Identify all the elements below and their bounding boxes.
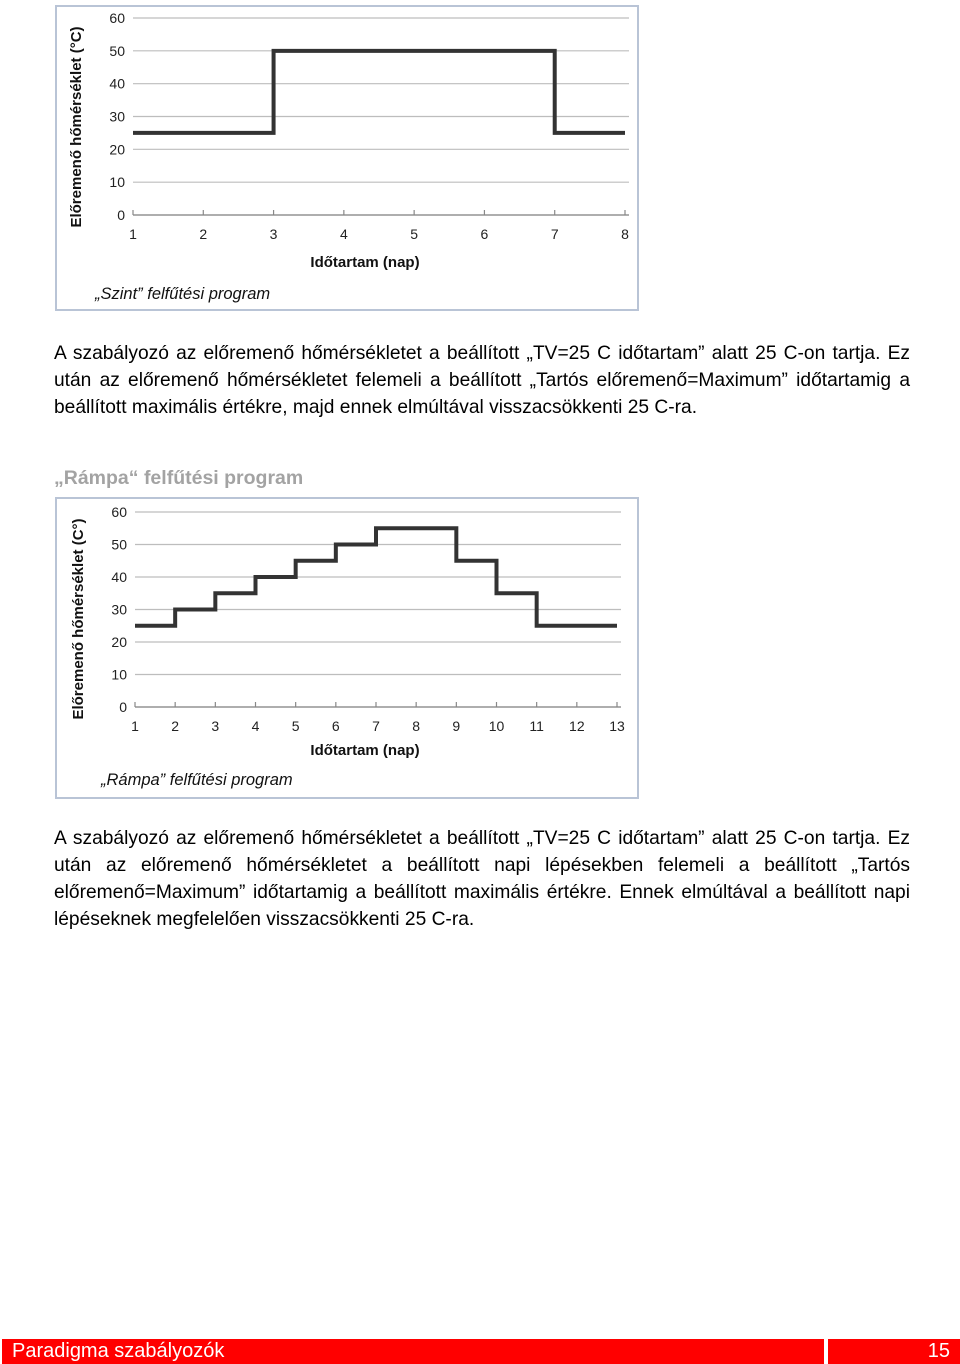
chart2-x-tick-label: 6 <box>331 718 340 734</box>
chart2-y-axis-label: Előremenő hőmérséklet (C°) <box>70 518 87 720</box>
chart1-x-tick-label: 4 <box>339 226 348 242</box>
chart2-x-tick-label: 8 <box>412 718 421 734</box>
chart1-y-tick-label: 50 <box>109 42 125 59</box>
chart1-x-tick-label: 3 <box>269 226 278 242</box>
chart2-y-tick-label: 60 <box>111 504 127 520</box>
chart1-x-tick-label: 5 <box>410 226 419 242</box>
chart2-x-tick-label: 12 <box>569 718 585 734</box>
chart1-x-tick-label: 7 <box>550 226 559 242</box>
footer-title-bar <box>2 1339 824 1364</box>
chart1-y-tick-label: 60 <box>109 10 125 26</box>
chart2-x-tick-label: 11 <box>529 718 544 734</box>
chart1-y-tick-label: 40 <box>109 75 125 92</box>
chart1-y-tick-label: 10 <box>109 174 125 191</box>
chart1-series-line <box>133 51 625 133</box>
rampa-chart-svg <box>57 499 637 797</box>
chart1-x-tick-label: 8 <box>621 226 629 242</box>
chart2-y-tick-label: 10 <box>111 666 127 683</box>
chart1-y-tick-label: 30 <box>109 108 125 125</box>
chart2-x-tick-label: 4 <box>251 718 260 734</box>
rampa-chart <box>55 497 639 799</box>
chart1-x-axis-label: Időtartam (nap) <box>310 254 420 271</box>
chart2-x-axis-label: Időtartam (nap) <box>310 742 420 759</box>
chart2-x-tick-label: 7 <box>372 718 380 734</box>
szint-chart-svg <box>57 7 637 309</box>
chart2-x-tick-label: 13 <box>609 718 625 734</box>
chart2-y-tick-label: 50 <box>111 536 127 553</box>
paragraph-szint-description: A szabályozó az előremenő hőmérsékletet a beállított „TV=25 C időtartam” alatt 25 C-on tartja. Ez után az előremenő hőmérsékletet felemeli a beállított „Tartós előremenő=Maximum” időtartamig a beállított maximális értékre, majd ennek elmúltával visszacsökkenti 25 C-ra. <box>54 343 910 418</box>
chart2-y-tick-label: 0 <box>119 699 127 715</box>
chart2-x-tick-label: 5 <box>291 718 300 734</box>
chart1-y-tick-label: 20 <box>109 141 125 158</box>
chart2-caption: „Rámpa” felfűtési program <box>101 771 293 789</box>
paragraph-rampa-description: A szabályozó az előremenő hőmérsékletet a beállított „TV=25 C időtartam” alatt 25 C-on tartja. Ez után az előremenő hőmérsékletet a beállított napi lépésekben felemeli a beállított „Tartós előremenő=Maximum” időtartamig a beállított maximális értékre. Ennek elmúltával a beállított napi lépéseknek megfelelően visszacsökkenti 25 C-ra. <box>54 828 910 930</box>
chart1-y-tick-label: 0 <box>117 207 125 223</box>
chart1-x-tick-label: 1 <box>129 226 137 242</box>
chart2-x-tick-label: 3 <box>211 718 220 734</box>
chart2-y-tick-label: 30 <box>111 601 127 618</box>
section-heading-rampa: „Rámpa“ felfűtési program <box>54 467 304 489</box>
page-number: 15 <box>927 1340 950 1362</box>
chart2-y-tick-label: 20 <box>111 634 127 650</box>
szint-chart <box>55 5 639 311</box>
chart2-x-tick-label: 9 <box>452 718 461 734</box>
chart2-x-tick-label: 2 <box>171 718 180 734</box>
chart1-x-tick-label: 6 <box>480 226 489 242</box>
chart1-caption: „Szint” felfűtési program <box>95 285 271 303</box>
page-footer <box>0 1339 960 1364</box>
chart1-y-axis-label: Előremenő hőmérséklet (°C) <box>68 26 85 228</box>
footer-page-bar <box>828 1339 960 1364</box>
chart2-x-tick-label: 1 <box>131 718 139 734</box>
chart2-y-tick-label: 40 <box>111 569 127 585</box>
chart2-x-tick-label: 10 <box>488 718 505 734</box>
chart1-x-tick-label: 2 <box>199 226 208 242</box>
footer-title: Paradigma szabályozók <box>12 1340 225 1362</box>
